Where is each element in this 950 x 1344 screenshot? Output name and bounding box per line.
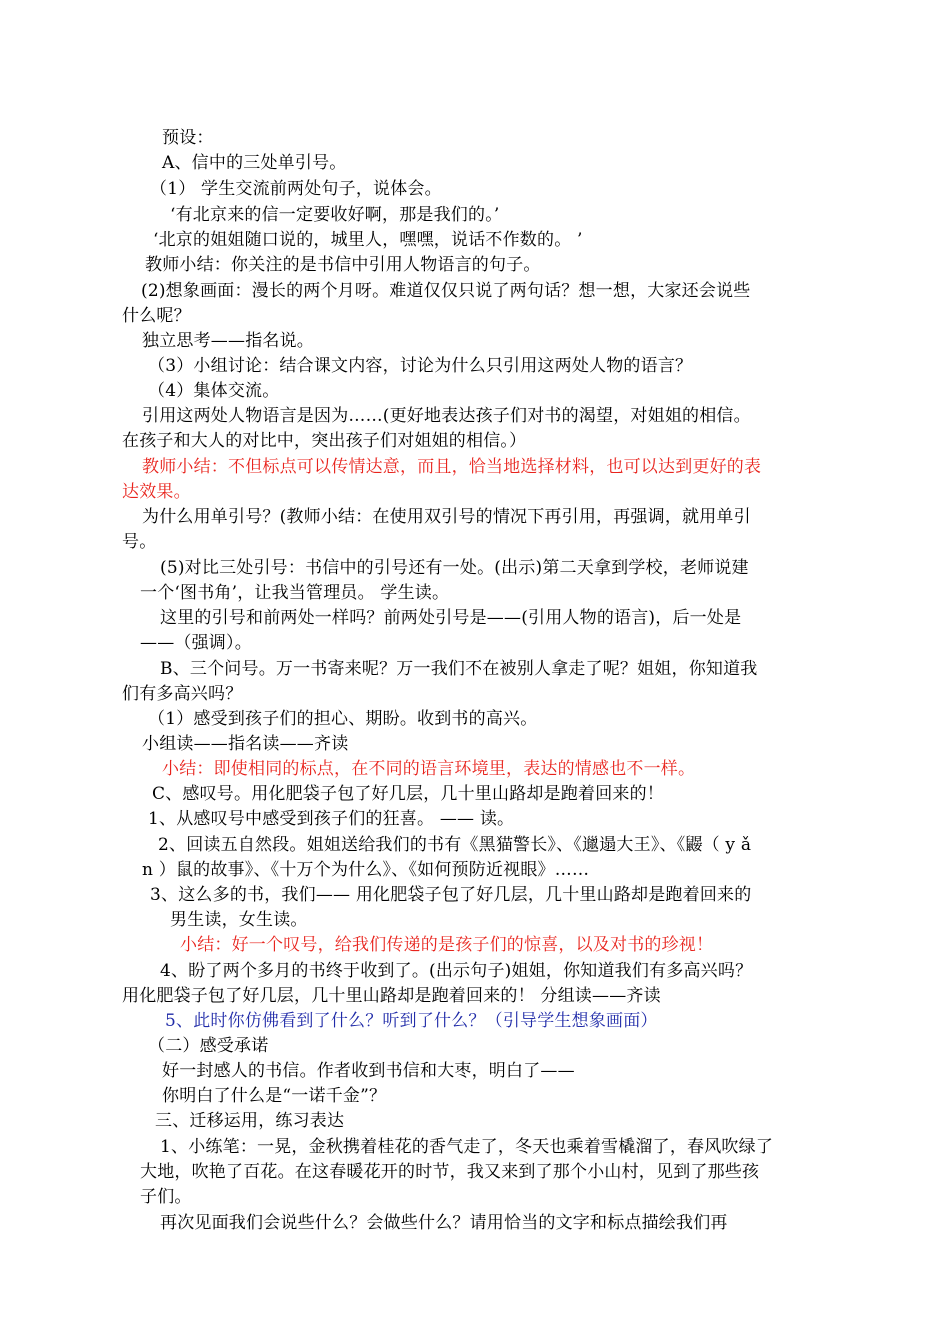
text-line: 2、回读五自然段。姐姐送给我们的书有《黑猫警长》、《邋遢大王》、《鼹（ y ǎ — [158, 835, 752, 855]
text-line: 大地，吹艳了百花。在这春暖花开的时节，我又来到了那个小山村，见到了那些孩 — [140, 1162, 760, 1182]
text-line: ‘北京的姐姐随口说的，城里人，嘿嘿，说话不作数的。 ’ — [153, 230, 583, 250]
text-line: 为什么用单引号？(教师小结：在使用双引号的情况下再引用，再强调，就用单引 — [142, 507, 751, 527]
text-line: （1）感受到孩子们的担心、期盼。收到书的高兴。 — [148, 709, 538, 729]
section-heading: （二）感受承诺 — [148, 1036, 269, 1056]
text-line: 用化肥袋子包了好几层，几十里山路却是跑着回来的！ 分组读——齐读 — [122, 986, 661, 1006]
text-line: 教师小结：你关注的是书信中引用人物语言的句子。 — [145, 255, 541, 275]
text-line: 好一封感人的书信。作者收到书信和大枣，明白了—— — [162, 1061, 575, 1081]
text-line: （4）集体交流。 — [148, 381, 280, 401]
summary-red: 小结：好一个叹号，给我们传递的是孩子们的惊喜，以及对书的珍视！ — [180, 935, 714, 955]
text-line: 一个‘图书角’，让我当管理员。 学生读。 — [140, 583, 450, 603]
text-line: （1） 学生交流前两处句子，说体会。 — [150, 179, 442, 199]
text-line: (2)想象画面：漫长的两个月呀。难道仅仅只说了两句话？想一想，大家还会说些 — [141, 281, 751, 301]
text-line: 这里的引号和前两处一样吗？前两处引号是——(引用人物的语言)，后一处是 — [160, 608, 742, 628]
text-line: B、三个问号。万一书寄来呢？万一我们不在被别人拿走了呢？姐姐，你知道我 — [160, 659, 758, 679]
text-line: 什么呢？ — [122, 306, 191, 326]
text-line: 在孩子和大人的对比中，突出孩子们对姐姐的相信。） — [122, 431, 527, 451]
section-heading: 三、迁移运用，练习表达 — [155, 1111, 345, 1131]
text-line: ——（强调）。 — [140, 633, 252, 653]
text-line: A、信中的三处单引号。 — [162, 153, 347, 173]
summary-red: 小结：即使相同的标点，在不同的语言环境里，表达的情感也不一样。 — [162, 759, 696, 779]
text-line: (5)对比三处引号：书信中的引号还有一处。(出示)第二天拿到学校，老师说建 — [160, 558, 749, 578]
text-line: 3、这么多的书，我们—— 用化肥袋子包了好几层，几十里山路却是跑着回来的 — [150, 885, 752, 905]
text-line: ‘有北京来的信一定要收好啊，那是我们的。’ — [170, 205, 500, 225]
text-line: 们有多高兴吗？ — [122, 684, 243, 704]
text-line: 你明白了什么是“一诺千金”？ — [162, 1086, 387, 1106]
text-line: 1、小练笔：一晃，金秋携着桂花的香气走了，冬天也乘着雪橇溜了，春风吹绿了 — [160, 1137, 774, 1157]
guiding-question-blue: 5、此时你仿佛看到了什么？听到了什么？（引导学生想象画面） — [165, 1011, 658, 1031]
text-line: n ）鼠的故事》、《十万个为什么》、《如何预防近视眼》…… — [142, 860, 590, 880]
text-line: 号。 — [122, 532, 157, 552]
text-line: 1、从感叹号中感受到孩子们的狂喜。 —— 读。 — [148, 809, 515, 829]
teacher-summary-red: 达效果。 — [122, 482, 191, 502]
text-line: 独立思考——指名说。 — [142, 331, 314, 351]
teacher-summary-red: 教师小结：不但标点可以传情达意，而且，恰当地选择材料，也可以达到更好的表 — [142, 457, 762, 477]
text-line: C、感叹号。用化肥袋子包了好几层，几十里山路却是跑着回来的！ — [152, 784, 665, 804]
text-line: 4、盼了两个多月的书终于收到了。(出示句子)姐姐，你知道我们有多高兴吗？ — [160, 961, 753, 981]
text-line: 子们。 — [140, 1187, 192, 1207]
text-line: 再次见面我们会说些什么？会做些什么？请用恰当的文字和标点描绘我们再 — [160, 1213, 728, 1233]
text-line: 引用这两处人物语言是因为……(更好地表达孩子们对书的渴望，对姐姐的相信。 — [142, 406, 751, 426]
text-line: 男生读，女生读。 — [170, 910, 308, 930]
text-line: （3）小组讨论：结合课文内容，讨论为什么只引用这两处人物的语言？ — [148, 356, 693, 376]
text-line: 预设： — [162, 128, 214, 148]
text-line: 小组读——指名读——齐读 — [142, 734, 349, 754]
